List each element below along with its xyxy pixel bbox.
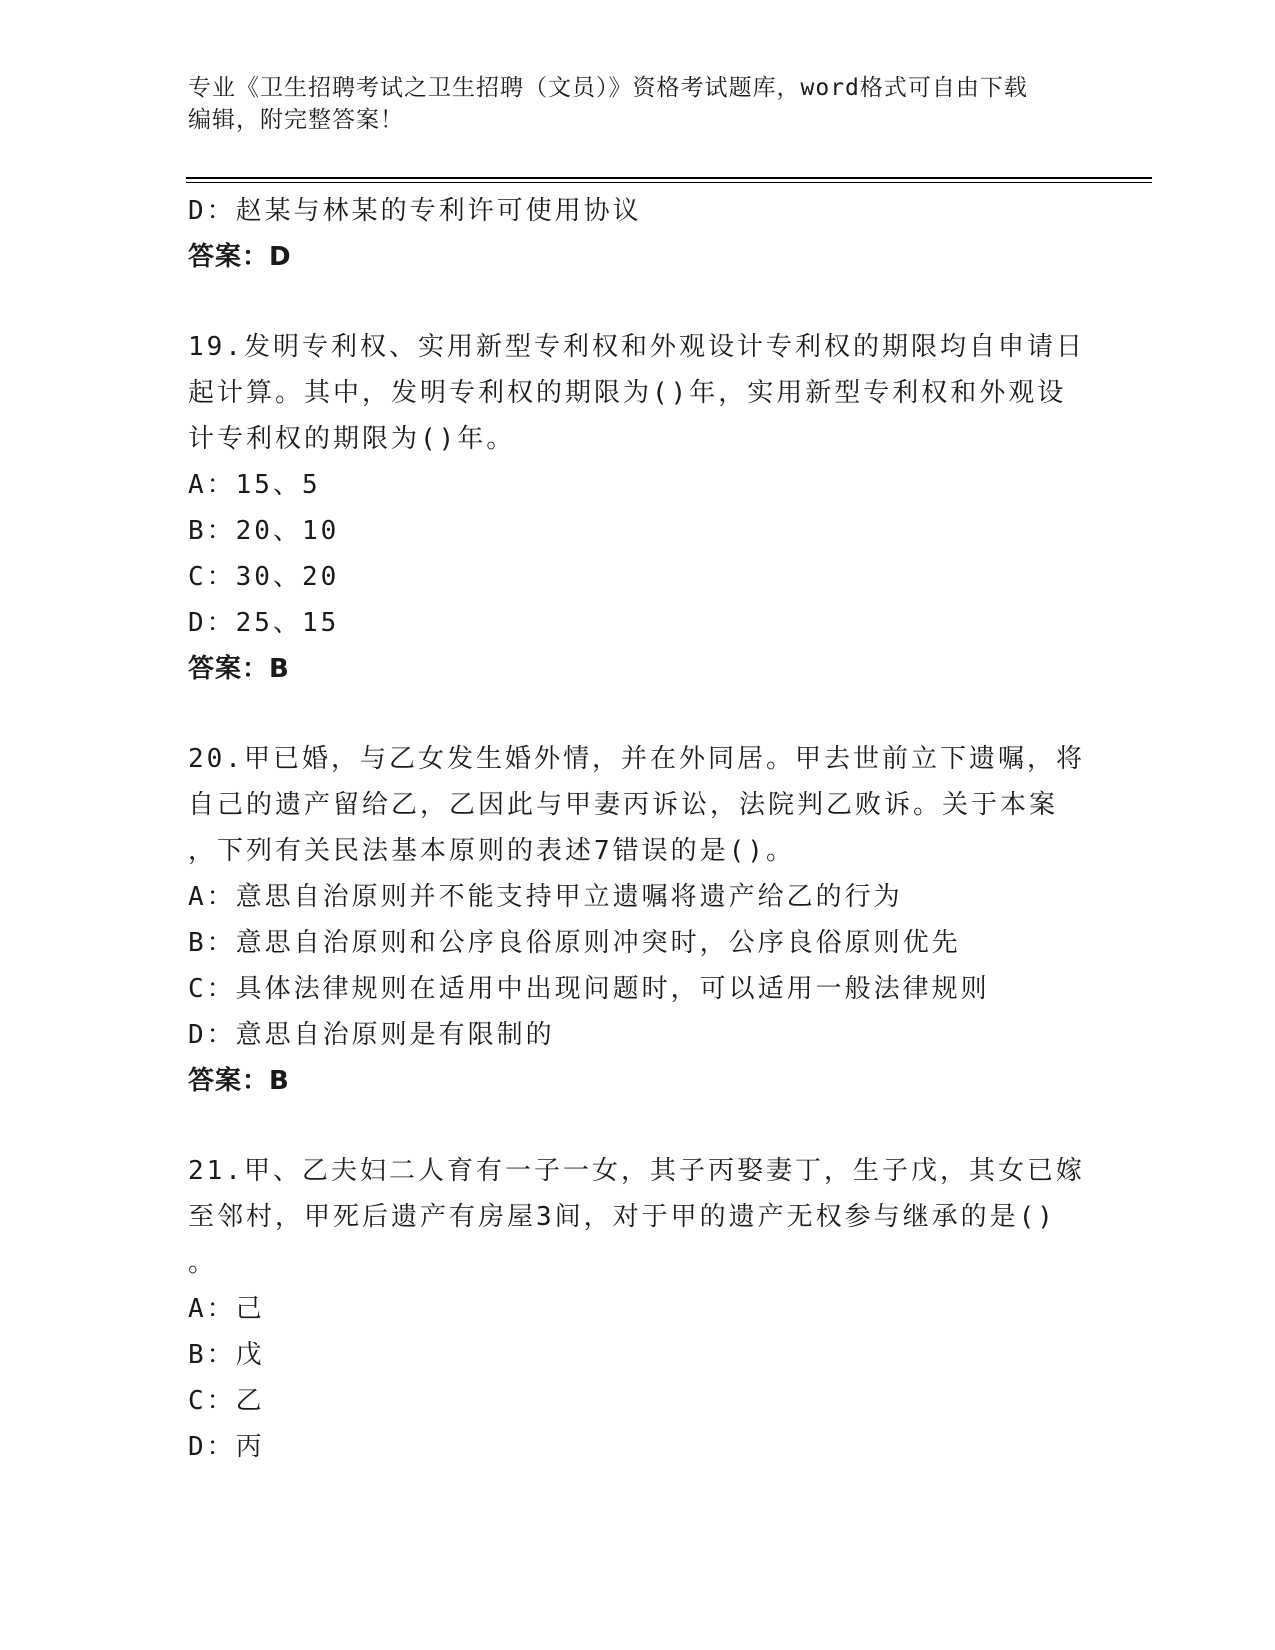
answer-line: 答案：B <box>188 1066 290 1096</box>
option-b: B：意思自治原则和公序良俗原则冲突时，公序良俗原则优先 <box>188 928 961 958</box>
spacer <box>188 280 1088 324</box>
option-d: D：丙 <box>188 1432 265 1462</box>
question-20 <box>188 736 1088 1104</box>
header-line-2: 编辑，附完整答案！ <box>188 107 404 133</box>
question-text-line: 计专利权的期限为()年。 <box>188 424 516 454</box>
option-d: D：意思自治原则是有限制的 <box>188 1020 555 1050</box>
answer-line: 答案：D <box>188 242 292 272</box>
question-18-tail <box>188 188 1088 280</box>
spacer <box>188 692 1088 736</box>
header-rule-thin <box>186 182 1152 183</box>
option-b: B：20、10 <box>188 516 340 546</box>
option-d: D：赵某与林某的专利许可使用协议 <box>188 196 642 226</box>
option-b: B：戊 <box>188 1340 265 1370</box>
question-21 <box>188 1148 1088 1470</box>
option-a: A：15、5 <box>188 470 321 500</box>
header-rule-thick <box>186 177 1152 179</box>
question-text-line: 19.发明专利权、实用新型专利权和外观设计专利权的期限均自申请日 <box>188 332 1085 362</box>
question-text-line: 至邻村，甲死后遗产有房屋3间，对于甲的遗产无权参与继承的是() <box>188 1202 1056 1232</box>
question-text-line: ，下列有关民法基本原则的表述7错误的是()。 <box>188 836 795 866</box>
option-c: C：具体法律规则在适用中出现问题时，可以适用一般法律规则 <box>188 974 990 1004</box>
question-text-line: 21.甲、乙夫妇二人育有一子一女，其子丙娶妻丁，生子戊，其女已嫁 <box>188 1156 1085 1186</box>
spacer <box>188 1104 1088 1148</box>
header-line-1: 专业《卫生招聘考试之卫生招聘（文员）》资格考试题库，word格式可自由下载 <box>188 75 1028 101</box>
document-body <box>188 188 1088 1470</box>
question-text-line: 20.甲已婚，与乙女发生婚外情，并在外同居。甲去世前立下遗嘱，将 <box>188 744 1085 774</box>
question-text-line: 。 <box>188 1248 218 1278</box>
option-a: A：己 <box>188 1294 265 1324</box>
option-c: C：30、20 <box>188 562 340 592</box>
option-a: A：意思自治原则并不能支持甲立遗嘱将遗产给乙的行为 <box>188 882 903 912</box>
document-header <box>188 72 1088 136</box>
option-c: C：乙 <box>188 1386 265 1416</box>
question-19 <box>188 324 1088 692</box>
answer-line: 答案：B <box>188 654 290 684</box>
question-text-line: 自己的遗产留给乙，乙因此与甲妻丙诉讼，法院判乙败诉。关于本案 <box>188 790 1059 820</box>
question-text-line: 起计算。其中，发明专利权的期限为()年，实用新型专利权和外观设 <box>188 378 1067 408</box>
option-d: D：25、15 <box>188 608 340 638</box>
